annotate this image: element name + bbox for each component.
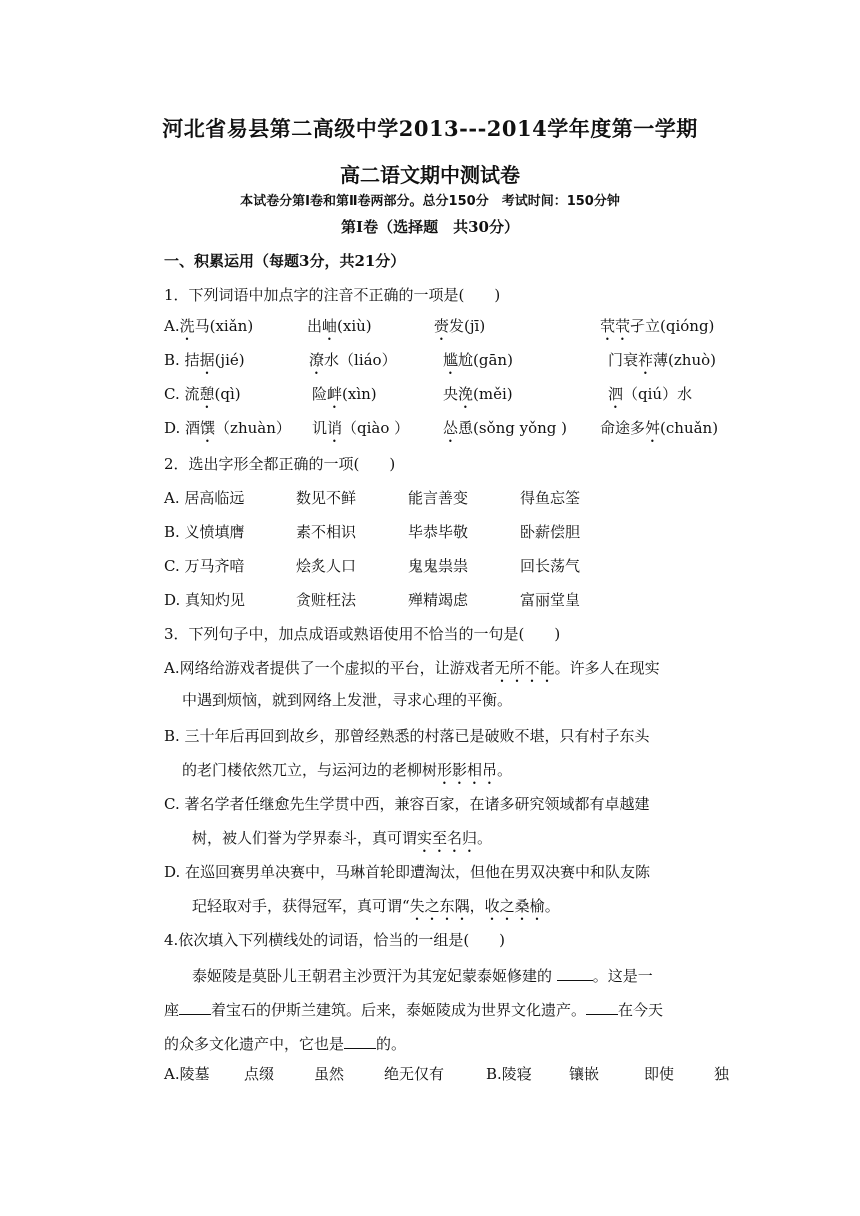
q4-passage-text2: 。这是一 xyxy=(592,967,653,985)
q4-opt-a3: 虽然 xyxy=(314,1065,345,1083)
q1-b-item4: 门衰祚薄(zhuò) xyxy=(608,351,716,369)
q2-a-item1: A. 居高临远 xyxy=(164,489,245,507)
q1-c-item2: 险衅(xìn) xyxy=(312,385,377,403)
fill-blank-1 xyxy=(557,964,593,981)
q3-option-c-line2: 树，被人们誉为学界泰斗，真可谓实至名归。 xyxy=(192,829,493,847)
part-heading: 第Ⅰ卷（选择题 共30分） xyxy=(341,218,519,236)
q1-a-item1: A.洗马(xiǎn) xyxy=(164,317,254,335)
q3-option-b-line2: 的老门楼依然兀立，与运河边的老柳树形影相吊。 xyxy=(182,761,513,779)
q2-a-item4: 得鱼忘筌 xyxy=(520,489,581,507)
q1-a-item2: 出岫(xiù) xyxy=(307,317,372,335)
q3-option-d-line2: 玘轻取对手，获得冠军，真可谓“失之东隅，收之桑榆。 xyxy=(192,897,560,915)
fill-blank-4 xyxy=(344,1032,376,1049)
question-3-stem: 3．下列句子中，加点成语或熟语使用不恰当的一句是( ) xyxy=(164,625,561,643)
q1-c-item1: C. 流憩(qì) xyxy=(164,385,241,403)
q2-option-d xyxy=(164,590,734,612)
q4-opt-b1: B.陵寝 xyxy=(486,1065,532,1083)
q1-d-item2: 讥诮（qiào ） xyxy=(312,419,410,437)
q1-a-item3: 赍发(jī) xyxy=(434,317,486,335)
q2-option-b xyxy=(164,522,734,544)
q1-b-item1: B. 拮据(jié) xyxy=(164,351,245,369)
q4-passage-text7: 的。 xyxy=(376,1035,407,1053)
q2-d-item2: 贪赃枉法 xyxy=(296,591,357,609)
q4-passage-line3 xyxy=(164,1032,406,1054)
section-heading: 一、积累运用（每题3分，共21分） xyxy=(164,252,406,270)
q1-d-item4: 命途多舛(chuǎn) xyxy=(600,419,719,437)
q4-opt-b3: 即使 xyxy=(644,1065,675,1083)
q1-c-item4: 泗（qiú）水 xyxy=(608,385,693,403)
fill-blank-3 xyxy=(586,998,618,1015)
q4-opt-a2: 点缀 xyxy=(244,1065,275,1083)
q2-b-item1: B. 义愤填膺 xyxy=(164,523,245,541)
q1-option-d xyxy=(164,418,734,440)
q2-d-item3: 殚精竭虑 xyxy=(408,591,469,609)
q2-c-item4: 回长荡气 xyxy=(520,557,581,575)
question-1-stem: 1．下列词语中加点字的注音不正确的一项是( ) xyxy=(164,286,501,304)
exam-title: 河北省易县第二高级中学2013---2014学年度第一学期 xyxy=(162,116,698,141)
q1-a-item4: 茕茕孑立(qióng) xyxy=(600,317,715,335)
question-2-stem: 2．选出字形全都正确的一项( ) xyxy=(164,455,396,473)
q2-b-item4: 卧薪偿胆 xyxy=(520,523,581,541)
fill-blank-2 xyxy=(179,998,211,1015)
q2-c-item1: C. 万马齐喑 xyxy=(164,557,245,575)
q4-passage-text4: 着宝石的伊斯兰建筑。后来，泰姬陵成为世界文化遗产。 xyxy=(211,1001,587,1019)
q4-passage-text6: 的众多文化遗产中，它也是 xyxy=(164,1035,345,1053)
exam-subtitle: 高二语文期中测试卷 xyxy=(340,163,520,187)
exam-info: 本试卷分第Ⅰ卷和第Ⅱ卷两部分。总分150分 考试时间：150分钟 xyxy=(240,194,620,209)
q2-c-item2: 烩炙人口 xyxy=(296,557,357,575)
q2-a-item2: 数见不鲜 xyxy=(296,489,357,507)
q1-option-c xyxy=(164,384,734,406)
q4-passage-text1: 泰姬陵是莫卧儿王朝君主沙贾汗为其宠妃蒙泰姬修建的 xyxy=(192,967,553,985)
q2-c-item3: 鬼鬼祟祟 xyxy=(408,557,469,575)
q4-passage-text5: 在今天 xyxy=(618,1001,664,1019)
q2-option-c xyxy=(164,556,734,578)
q1-option-a xyxy=(164,316,734,338)
q3-option-b-line1: B. 三十年后再回到故乡，那曾经熟悉的村落已是破败不堪，只有村子东头 xyxy=(164,727,650,745)
q2-b-item3: 毕恭毕敬 xyxy=(408,523,469,541)
q3-option-a-line2: 中遇到烦恼，就到网络上发泄，寻求心理的平衡。 xyxy=(182,691,513,709)
q2-option-a xyxy=(164,488,734,510)
q2-b-item2: 素不相识 xyxy=(296,523,357,541)
q3-option-a-line1: A.网络给游戏者提供了一个虚拟的平台，让游戏者无所不能。许多人在现实 xyxy=(164,659,660,677)
q1-d-item3: 怂恿(sǒng yǒng ) xyxy=(443,419,568,437)
q1-c-item3: 央浼(měi) xyxy=(443,385,513,403)
q2-a-item3: 能言善变 xyxy=(408,489,469,507)
q1-d-item1: D. 酒馔（zhuàn） xyxy=(164,419,291,437)
q4-passage-text3: 座 xyxy=(164,1001,180,1019)
q4-opt-b4: 独 xyxy=(714,1065,730,1083)
q2-d-item1: D. 真知灼见 xyxy=(164,591,246,609)
q1-option-b xyxy=(164,350,734,372)
q1-b-item2: 潦水（liáo） xyxy=(309,351,397,369)
q4-passage-line1 xyxy=(192,964,653,986)
q3-option-d-line1: D. 在巡回赛男单决赛中，马琳首轮即遭淘汰，但他在男双决赛中和队友陈 xyxy=(164,863,651,881)
q4-opt-a1: A.陵墓 xyxy=(164,1065,210,1083)
q3-option-c-line1: C. 著名学者任继愈先生学贯中西，兼容百家，在诸多研究领域都有卓越建 xyxy=(164,795,650,813)
q1-b-item3: 尴尬(gān) xyxy=(443,351,513,369)
question-4-stem: 4.依次填入下列横线处的词语，恰当的一组是( ) xyxy=(164,931,506,949)
q4-options xyxy=(164,1064,734,1086)
q4-passage-line2 xyxy=(164,998,663,1020)
q4-opt-a4: 绝无仅有 xyxy=(384,1065,445,1083)
q4-opt-b2: 镶嵌 xyxy=(569,1065,600,1083)
q2-d-item4: 富丽堂皇 xyxy=(520,591,581,609)
